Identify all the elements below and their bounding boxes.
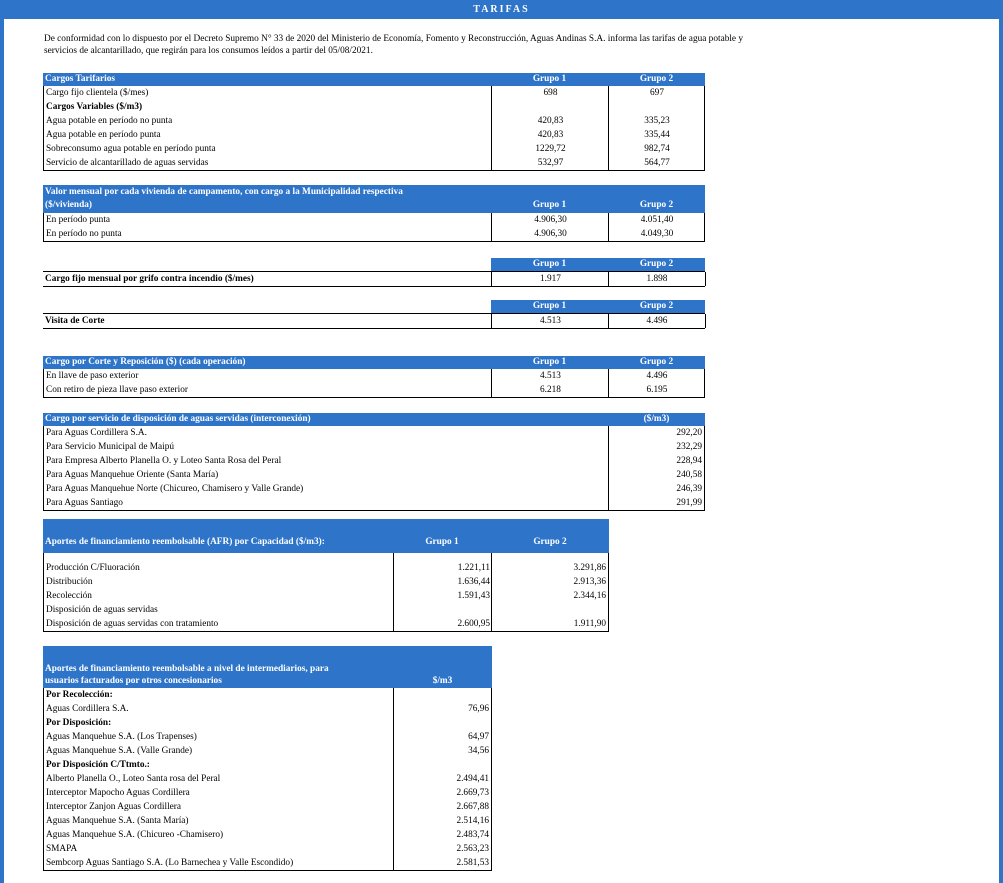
- row-label: Interceptor Mapocho Aguas Cordillera: [46, 788, 190, 798]
- row-label: Para Aguas Cordillera S.A.: [46, 428, 147, 438]
- row-group1-value: 1.221,11: [393, 561, 492, 575]
- row-label: Para Empresa Alberto Planella O. y Loteo Santa Rosa del Peral: [46, 456, 282, 466]
- table-row: [43, 814, 492, 828]
- row-group2-value: [608, 100, 705, 114]
- afr-group1-header: Grupo 1: [425, 537, 459, 547]
- cargos-group2-header: Grupo 2: [639, 74, 674, 84]
- row-value: 2.667,88: [393, 800, 491, 814]
- row-label: En llave de paso exterior: [46, 371, 139, 381]
- row-group2-value: 2.913,36: [491, 575, 608, 589]
- table-row: [43, 730, 492, 744]
- row-label: Por Disposición C/Ttmto.:: [46, 760, 150, 770]
- table-row: [43, 383, 705, 398]
- row-group2-value: 6.195: [608, 383, 705, 397]
- row-value: [393, 688, 491, 702]
- visita-g1: 4.513: [491, 314, 609, 328]
- table-row: [43, 227, 705, 242]
- row-value: 64,97: [393, 730, 491, 744]
- row-value: 291,99: [608, 496, 704, 510]
- row-value: 2.581,53: [393, 856, 491, 870]
- cargos-header: Cargos Tarifarios: [45, 74, 115, 84]
- row-label: Para Servicio Municipal de Maipú: [46, 442, 175, 452]
- afr-group2-header: Grupo 2: [533, 537, 567, 547]
- campamento-header-line1: Valor mensual por cada vivienda de campamento, con cargo a la Municipalidad respectiva: [45, 187, 403, 197]
- disposicion-table: [43, 413, 705, 511]
- table-row: [43, 800, 492, 814]
- afr-header: Aportes de financiamiento reembolsable (AFR) por Capacidad ($/m3):: [45, 537, 325, 547]
- table-row: [43, 128, 705, 142]
- table-row: [43, 688, 492, 702]
- table-row: [43, 772, 492, 786]
- row-label: SMAPA: [46, 844, 78, 854]
- table-row: [43, 440, 705, 454]
- table-row: [43, 213, 705, 227]
- row-label: Para Aguas Manquehue Norte (Chicureo, Chamisero y Valle Grande): [46, 484, 304, 494]
- intro-text: De conformidad con lo dispuesto por el Decreto Supremo N° 33 de 2020 del Ministerio de Economía, Fomento y Reconstrucción, Aguas Andinas S.A. informa las tarifas de agua potable y servicios de alcantarillado, que regirán para los consumos leídos a partir del 05/08/2021.: [44, 34, 744, 56]
- row-group2-value: 2.344,16: [491, 589, 608, 603]
- row-label: Cargo fijo clientela ($/mes): [46, 88, 149, 98]
- table-row: [43, 589, 609, 603]
- row-label: En período punta: [46, 215, 111, 225]
- row-group2-value: 564,77: [608, 156, 705, 170]
- visita-g2: 4.496: [608, 314, 706, 328]
- table-row: [43, 496, 705, 511]
- grifo-label: Cargo fijo mensual por grifo contra incendio ($/mes): [45, 274, 254, 284]
- row-label: Aguas Manquehue S.A. (Santa María): [46, 816, 189, 826]
- row-value: 2.563,23: [393, 842, 491, 856]
- row-label: Por Disposición:: [46, 718, 112, 728]
- table-row: [43, 426, 705, 440]
- table-row: [43, 617, 609, 632]
- row-label: Aguas Cordillera S.A.: [46, 704, 129, 714]
- row-label: Para Aguas Manquehue Oriente (Santa María): [46, 470, 219, 480]
- table-row: [43, 828, 492, 842]
- row-value: 292,20: [608, 426, 704, 440]
- campamento-table: [43, 185, 705, 242]
- row-group1-value: 4.906,30: [491, 227, 609, 241]
- intermediarios-unit-header: $/m3: [432, 676, 453, 686]
- table-row: [43, 744, 492, 758]
- grifo-row: [43, 271, 705, 287]
- table-row: [43, 114, 705, 128]
- visita-header: [491, 300, 705, 313]
- row-group1-value: 1.591,43: [393, 589, 492, 603]
- grifo-group2-header: Grupo 2: [639, 259, 674, 269]
- row-label: Disposición de aguas servidas: [46, 605, 158, 615]
- campamento-header-line2: ($/vivienda): [45, 200, 93, 210]
- table-row: [43, 603, 609, 617]
- row-group2-value: 335,23: [608, 114, 705, 128]
- table-row: [43, 454, 705, 468]
- row-group2-value: 4.049,30: [608, 227, 705, 241]
- row-value: 2.483,74: [393, 828, 491, 842]
- table-row: [43, 758, 492, 772]
- row-label: Cargos Variables ($/m3): [46, 102, 143, 112]
- row-group1-value: [491, 100, 609, 114]
- table-row: [43, 142, 705, 156]
- row-group1-value: 532,97: [491, 156, 609, 170]
- row-label: Distribución: [46, 577, 93, 587]
- row-value: 76,96: [393, 702, 491, 716]
- row-value: 246,39: [608, 482, 704, 496]
- table-row: [43, 468, 705, 482]
- afr-table: [43, 519, 609, 632]
- row-value: 2.669,73: [393, 786, 491, 800]
- row-value: 228,94: [608, 454, 704, 468]
- campamento-group1-header: Grupo 1: [532, 200, 567, 210]
- row-label: Aguas Manquehue S.A. (Valle Grande): [46, 746, 193, 756]
- intermediarios-header-line2: usuarios facturados por otros concesionarios: [45, 676, 222, 686]
- table-row: [43, 786, 492, 800]
- corte-table: [43, 356, 705, 398]
- row-label: Con retiro de pieza llave paso exterior: [46, 385, 188, 395]
- cargos-group1-header: Grupo 1: [532, 74, 567, 84]
- visita-label: Visita de Corte: [45, 316, 105, 326]
- row-label: En período no punta: [46, 229, 122, 239]
- row-label: Aguas Manquehue S.A. (Chicureo -Chamisero): [46, 830, 224, 840]
- row-value: 240,58: [608, 468, 704, 482]
- row-label: Disposición de aguas servidas con tratamiento: [46, 619, 219, 629]
- grifo-header: [491, 258, 705, 271]
- grifo-g1: 1.917: [491, 272, 609, 286]
- row-label: Servicio de alcantarillado de aguas servidas: [46, 158, 209, 168]
- intermediarios-table: [43, 646, 492, 871]
- page-title: TARIFAS: [0, 0, 1003, 19]
- row-group2-value: 1.911,90: [491, 617, 608, 631]
- row-value: [393, 758, 491, 772]
- row-group1-value: 6.218: [491, 383, 609, 397]
- disposicion-header: Cargo por servicio de disposición de aguas servidas (interconexión): [45, 414, 311, 424]
- row-label: Producción C/Fluoración: [46, 563, 140, 573]
- row-group2-value: 982,74: [608, 142, 705, 156]
- row-label: Para Aguas Santiago: [46, 498, 123, 508]
- table-row: [43, 561, 609, 575]
- row-value: 2.514,16: [393, 814, 491, 828]
- row-group1-value: 1.636,44: [393, 575, 492, 589]
- row-group1-value: 2.600,95: [393, 617, 492, 631]
- row-label: Aguas Manquehue S.A. (Los Trapenses): [46, 732, 197, 742]
- row-label: Interceptor Zanjon Aguas Cordillera: [46, 802, 182, 812]
- table-row: [43, 575, 609, 589]
- row-value: 34,56: [393, 744, 491, 758]
- row-label: Por Recolección:: [46, 690, 113, 700]
- row-label: Alberto Planella O., Loteo Santa rosa del Peral: [46, 774, 221, 784]
- row-label: Sobreconsumo agua potable en período punta: [46, 144, 216, 154]
- row-group1-value: 420,83: [491, 128, 609, 142]
- corte-header: Cargo por Corte y Reposición ($) (cada operación): [45, 357, 246, 367]
- visita-group1-header: Grupo 1: [532, 301, 567, 311]
- row-group2-value: 335,44: [608, 128, 705, 142]
- row-group1-value: 4.906,30: [491, 213, 609, 227]
- table-row: [43, 842, 492, 856]
- table-row: [43, 702, 492, 716]
- row-value: 232,29: [608, 440, 704, 454]
- row-group2-value: 4.496: [608, 369, 705, 383]
- row-label: Recolección: [46, 591, 92, 601]
- row-value: 2.494,41: [393, 772, 491, 786]
- table-row: [43, 716, 492, 730]
- table-row: [43, 482, 705, 496]
- grifo-g2: 1.898: [608, 272, 706, 286]
- disposicion-unit-header: ($/m3): [643, 414, 670, 424]
- corte-group2-header: Grupo 2: [639, 357, 674, 367]
- row-group2-value: 3.291,86: [491, 561, 608, 575]
- table-row: [43, 86, 705, 100]
- visita-row: [43, 313, 705, 329]
- visita-group2-header: Grupo 2: [639, 301, 674, 311]
- table-row: [43, 100, 705, 114]
- row-label: Agua potable en período no punta: [46, 116, 173, 126]
- cargos-tarifarios-table: [43, 73, 705, 171]
- intermediarios-header-line1: Aportes de financiamiento reembolsable a nivel de intermediarios, para: [45, 664, 329, 674]
- row-group1-value: 4.513: [491, 369, 609, 383]
- row-label: Agua potable en período punta: [46, 130, 161, 140]
- row-group2-value: [491, 603, 608, 617]
- row-label: Sembcorp Aguas Santiago S.A. (Lo Barnechea y Valle Escondido): [46, 858, 294, 868]
- table-row: [43, 856, 492, 871]
- row-group1-value: 1229,72: [491, 142, 609, 156]
- row-group1-value: [393, 603, 492, 617]
- grifo-group1-header: Grupo 1: [532, 259, 567, 269]
- corte-group1-header: Grupo 1: [532, 357, 567, 367]
- row-group2-value: 4.051,40: [608, 213, 705, 227]
- row-value: [393, 716, 491, 730]
- campamento-group2-header: Grupo 2: [639, 200, 674, 210]
- row-group2-value: 697: [608, 86, 705, 100]
- table-row: [43, 156, 705, 171]
- row-group1-value: 698: [491, 86, 609, 100]
- table-row: [43, 369, 705, 383]
- row-group1-value: 420,83: [491, 114, 609, 128]
